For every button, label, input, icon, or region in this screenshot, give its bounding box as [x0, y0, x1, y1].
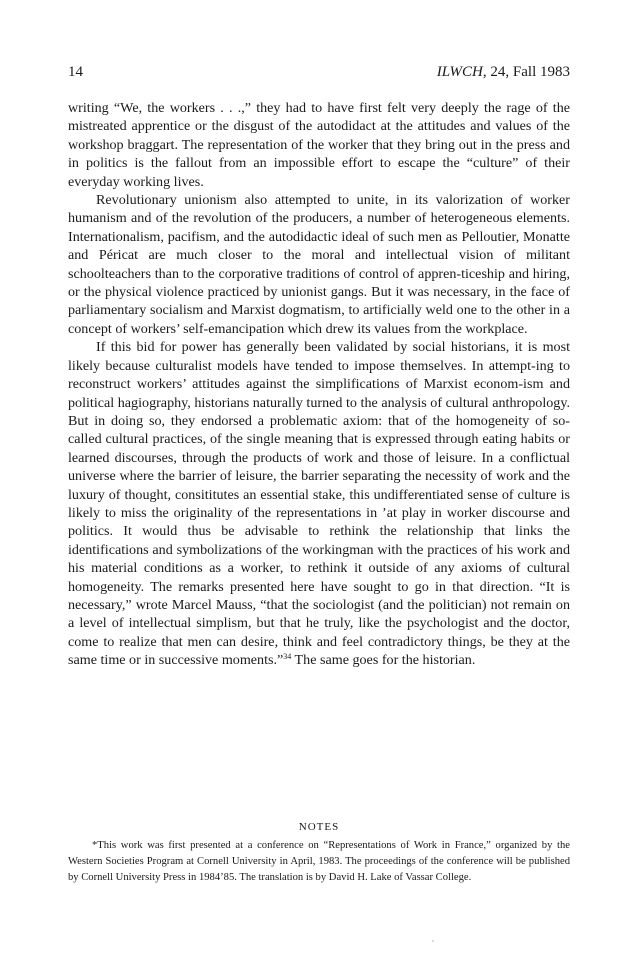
closing-sentence: The same goes for the historian.: [291, 652, 476, 669]
paragraph: [68, 338, 570, 669]
notes-heading: NOTES: [298, 821, 340, 833]
issue-info: , 24, Fall 1983: [482, 64, 570, 80]
paragraph-text: If this bid for power has generally been validated by social historians, it is most likely because culturalist models have tended to impose themselves. In attempt-ing to reconstruct workers’ attitudes against the simplifications of Marxist econom-ism and political hagiography, historians naturally turned to the analysis of cultural anthropology. But in doing so, they endorsed a problematic axiom: that of the homogeneity of so-called cultural practices, of the single meaning that is expressed through eating habits or learned discourses, through the products of work and those of leisure. In a conflictual universe where the barrier of leisure, the barrier separating the necessity of work and the luxury of thought, consititutes an essential stake, this undifferentiated sense of culture is likely to miss the originality of the representations in ’at play in worker discourse and politics. It would thus be advisable to rethink the relationship that links the identifications and symbolizations of the workingman with the practices of his work and his material conditions as a worker, to rethink it outside of any axioms of cultural homogeneity. The remarks presented here have sought to go in that direction. “It is necessary,” wrote Marcel Mauss, “that the sociologist (and the politician) not remain on a level of intellectual simplism, but that he truly, like the psychologist and the doctor, come to realize that men can desire, think and feel contradictory things, be they at the same time or in successive moments.”: [68, 339, 570, 669]
journal-title: ILWCH: [436, 64, 483, 80]
page-header: [68, 64, 570, 84]
page-number: 14: [68, 64, 83, 80]
body-text: [68, 99, 570, 670]
scan-speck: [432, 940, 434, 942]
paragraph: writing “We, the workers . . .,” they had to have first felt very deeply the rage of the mistreated apprentice or the disgust of the autodidact at the attitudes and values of the workshop braggart. The representation of the worker that they bring out in the press and in politics is the fallout from an impossible effort to escape the “culture” of their everyday working lives.: [68, 100, 570, 190]
running-head: [437, 64, 570, 81]
note: *This work was first presented at a conference on “Representations of Work in France,” organized by the Western Societies Program at Cornell University in April, 1983. The proceedings of the conference will be published by Cornell University Press in 1984’85. The translation is by David H. Lake of Vassar College.: [68, 839, 570, 883]
footnote-reference[interactable]: 34: [283, 652, 292, 662]
paragraph: Revolutionary unionism also attempted to unite, in its valorization of worker humanism and of the revolution of the producers, a number of heterogeneous elements. Internationalism, pacifism, and the autodidactic ideal of such men as Pelloutier, Monatte and Péricat are much closer to the moral and intellectual vision of militant schoolteachers than to the corporative traditions of control of appren-ticeship and hiring, or the physical violence practiced by unionist gangs. But it was necessary, in the face of parliamentary socialism and Marxist dogmatism, to artificially weld one to the other in a concept of workers’ self-emancipation which drew its values from the workplace.: [68, 192, 570, 337]
notes-section: [68, 820, 570, 886]
